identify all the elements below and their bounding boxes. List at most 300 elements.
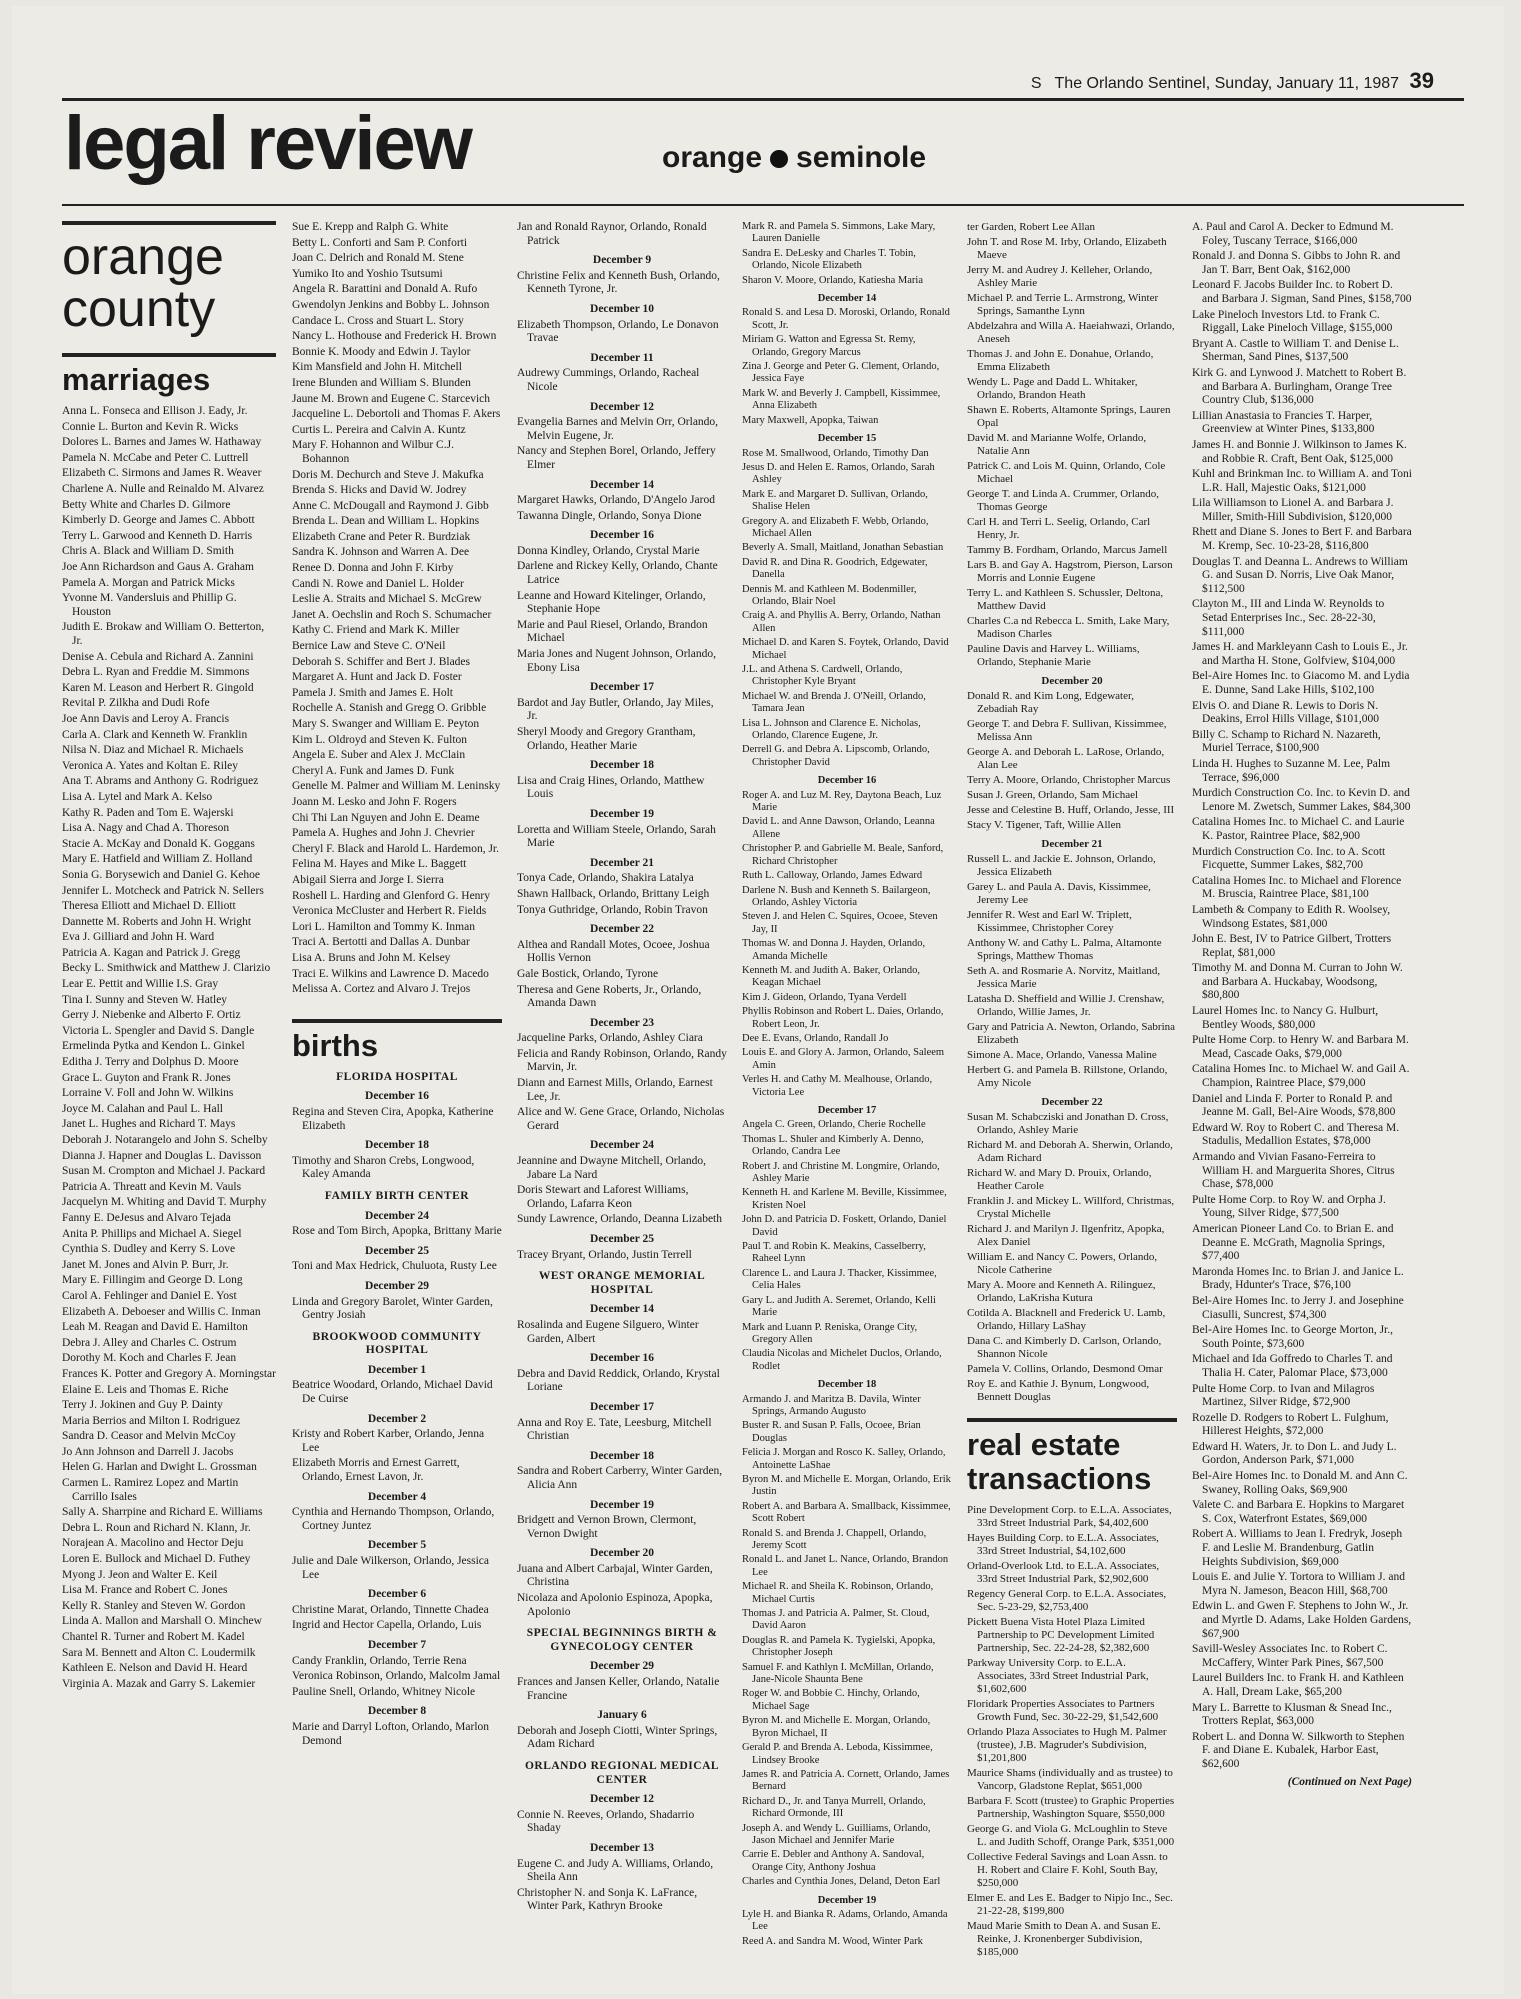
birth-entry: Louis E. and Glory A. Jarmon, Orlando, Saleem Amin (742, 1047, 945, 1071)
list-item: Floridark Properties Associates to Partners Growth Fund, Sec. 30-22-29, $1,542,600 (967, 1698, 1159, 1724)
birth-entry: Claudia Nicolas and Michelet Duclos, Orlando, Rodlet (742, 1348, 942, 1372)
list-item: Virginia A. Mazak and Garry S. Lakemier (62, 1677, 256, 1690)
list-item: Janet L. Hughes and Richard T. Mays (62, 1118, 236, 1131)
birth-entry: Susan M. Schabcziski and Jonathan D. Cross, Orlando, Ashley Marie (967, 1111, 1169, 1136)
birth-entry: Deborah and Joseph Ciotti, Winter Springs, Adam Richard (517, 1724, 718, 1751)
birth-entry: Eugene C. and Judy A. Williams, Orlando, Sheila Ann (517, 1857, 714, 1884)
list-item: Curtis L. Pereira and Calvin A. Kuntz (292, 423, 466, 436)
list-item: Melissa A. Cortez and Alvaro J. Trejos (292, 983, 471, 996)
birth-date: December 18 (590, 1449, 654, 1462)
list-item: Leah M. Reagan and David E. Hamilton (62, 1321, 248, 1334)
list-item: Catalina Homes Inc. to Michael C. and Laurie K. Pastor, Raintree Place, $82,900 (1192, 816, 1405, 842)
list-item: Kathleen E. Nelson and David H. Heard (62, 1662, 248, 1675)
birth-entry: Verles H. and Cathy M. Mealhouse, Orlando, Victoria Lee (742, 1074, 933, 1098)
list-item: Sara M. Bennett and Alton C. Loudermilk (62, 1646, 256, 1659)
list-item: Pamela N. McCabe and Peter C. Luttrell (62, 451, 249, 464)
list-item: Mary S. Swanger and William E. Peyton (292, 718, 480, 730)
list-item: Chi Thi Lan Nguyen and John E. Deame (292, 811, 480, 824)
birth-entry: Patrick C. and Lois M. Quinn, Orlando, Cole Michael (967, 460, 1166, 485)
list-item: Kirk G. and Lynwood J. Matchett to Robert B. and Barbara A. Burlingham, Orange Tree Country Club, $136,000 (1192, 366, 1407, 407)
list-item: Maurice Shams (individually and as trustee) to Vancorp, Gladstone Replat, $651,000 (967, 1767, 1173, 1793)
county-subtitle (662, 141, 926, 175)
birth-date: December 16 (590, 529, 654, 542)
birth-date: December 15 (817, 433, 877, 445)
birth-entry: Gary and Patricia A. Newton, Orlando, Sabrina Elizabeth (967, 1021, 1176, 1046)
birth-entry: Angela C. Green, Orlando, Cherie Rochelle (742, 1119, 926, 1131)
birth-entry: Thomas L. Shuler and Kimberly A. Denno, Orlando, Candra Lee (742, 1133, 924, 1158)
birth-entry: Jan and Ronald Raynor, Orlando, Ronald Patrick (517, 221, 707, 247)
birth-entry: Diann and Earnest Mills, Orlando, Earnest Lee, Jr. (517, 1077, 713, 1103)
column-5 (967, 221, 1177, 1961)
list-item: Maria Berrios and Milton I. Rodriguez (62, 1414, 241, 1427)
list-item: Robert L. and Donna W. Silkworth to Stephen F. and Diane E. Kubalek, Harbor East, $62,600 (1192, 1730, 1405, 1770)
list-item: Nancy L. Hothouse and Frederick H. Brown (292, 330, 497, 343)
birth-entry: Rosalinda and Eugene Silguero, Winter Garden, Albert (517, 1318, 699, 1345)
list-item: Traci E. Wilkins and Lawrence D. Macedo (292, 967, 489, 980)
birth-entry: Franklin J. and Mickey L. Willford, Christmas, Crystal Michelle (967, 1195, 1175, 1220)
list-item: Victoria L. Spengler and David S. Dangle (62, 1024, 255, 1037)
list-item: Carol A. Fehlinger and Daniel E. Yost (62, 1289, 237, 1302)
birth-entry: Mark E. and Margaret D. Sullivan, Orlando, Shalise Helen (742, 488, 928, 513)
real-estate-rule (967, 1418, 1177, 1422)
list-item: Susan M. Crompton and Michael J. Packard (62, 1165, 266, 1178)
section-letter: S (1030, 75, 1042, 92)
birth-entry: Evangelia Barnes and Melvin Orr, Orlando, Melvin Eugene, Jr. (517, 416, 719, 442)
list-item: Maud Marie Smith to Dean A. and Susan E. Reinke, J. Kronenberger Subdivision, $185,000 (967, 1920, 1161, 1959)
birth-date: December 21 (1041, 838, 1103, 850)
list-item: Jacqueline L. Debortoli and Thomas F. Akers (292, 408, 501, 421)
list-item: Fanny E. DeJesus and Alvaro Tejada (62, 1211, 231, 1224)
birth-entry: Roger A. and Luz M. Rey, Daytona Beach, Luz Marie (742, 789, 942, 814)
birth-entry: Tammy B. Fordham, Orlando, Marcus Jamell (967, 544, 1168, 556)
list-item: Cheryl F. Black and Harold L. Hardemon, Jr. (292, 842, 499, 855)
column-4 (742, 221, 952, 1950)
birth-entry: Richard D., Jr. and Tanya Murrell, Orlando, Richard Ormonde, III (742, 1795, 926, 1820)
birth-date: January 6 (597, 1709, 647, 1722)
birth-entry: Rose M. Smallwood, Orlando, Timothy Dan (742, 447, 929, 459)
hospital-heading: FLORIDA HOSPITAL (336, 1070, 458, 1083)
birth-entry: Richard J. and Marilyn J. Ilgenfritz, Apopka, Alex Daniel (967, 1223, 1165, 1248)
birth-entry: Roy E. and Kathie J. Bynum, Longwood, Bennett Douglas (967, 1378, 1150, 1403)
birth-entry: Donald R. and Kim Long, Edgewater, Zebadiah Ray (967, 690, 1134, 715)
birth-entry: Lyle H. and Bianka R. Adams, Orlando, Amanda Lee (742, 1908, 948, 1933)
column-6 (1192, 221, 1412, 1789)
birth-date: December 18 (817, 1379, 877, 1391)
list-item: Tina I. Sunny and Steven W. Hatley (62, 993, 228, 1006)
list-item: Rochelle A. Stanish and Gregg O. Gribble (292, 702, 487, 715)
list-item: Candace L. Cross and Stuart L. Story (292, 314, 464, 327)
marriages-rule (62, 353, 276, 357)
birth-date: December 25 (590, 1233, 654, 1245)
list-item: Lorraine V. Foll and John W. Wilkins (62, 1087, 234, 1100)
list-item: Lambeth & Company to Edith R. Woolsey, Windsong Estates, $81,000 (1192, 903, 1391, 930)
birth-entry: Abdelzahra and Willa A. Haeiahwazi, Orlando, Aneseh (967, 320, 1175, 345)
birth-entry: Roger W. and Bobbie C. Hinchy, Orlando, Michael Sage (742, 1688, 920, 1712)
list-item: Veronica McCluster and Herbert R. Fields (292, 905, 487, 918)
list-item: Roshell L. Harding and Glenford G. Henry (292, 889, 491, 902)
section-banner: legal review (64, 101, 471, 186)
list-item: Sandra D. Ceasor and Melvin McCoy (62, 1430, 236, 1443)
birth-entry: John T. and Rose M. Irby, Orlando, Elizabeth Maeve (967, 236, 1167, 261)
birth-entry: Russell L. and Jackie E. Johnson, Orlando, Jessica Elizabeth (967, 853, 1156, 878)
birth-entry: Derrell G. and Debra A. Lipscomb, Orlando, Christopher David (742, 744, 930, 768)
list-item: Yvonne M. Vandersluis and Phillip G. Houston (62, 592, 237, 618)
list-item: Lear E. Pettit and Willie I.S. Gray (62, 978, 219, 991)
birth-date: December 21 (590, 856, 654, 869)
birth-entry: Ingrid and Hector Capella, Orlando, Luis (292, 1619, 482, 1632)
birth-entry: Terry A. Moore, Orlando, Christopher Marcus (967, 774, 1171, 786)
list-item: Leslie A. Straits and Michael S. McGrew (292, 593, 482, 606)
column-rule (62, 221, 276, 225)
birth-date: December 19 (590, 1498, 654, 1511)
birth-date: December 19 (817, 1894, 877, 1906)
birth-entry: Mark and Luann P. Reniska, Orange City, Gregory Allen (742, 1321, 918, 1345)
list-item: Dorothy M. Koch and Charles F. Jean (62, 1352, 237, 1365)
birth-entry: Richard W. and Mary D. Prouix, Orlando, Heather Carole (967, 1167, 1152, 1192)
birth-date: December 5 (367, 1539, 427, 1552)
list-item: Lake Pineloch Investors Ltd. to Frank C. Riggall, Lake Pineloch Village, $155,000 (1192, 308, 1393, 335)
list-item: Grace L. Guyton and Frank R. Jones (62, 1071, 231, 1084)
birth-entry: Doris Stewart and Laforest Williams, Orlando, Lafarra Keon (517, 1184, 689, 1210)
list-item: Charlene A. Nulle and Reinaldo M. Alvarez (62, 483, 264, 496)
list-item: A. Paul and Carol A. Decker to Edmund M. Foley, Tuscany Terrace, $166,000 (1192, 221, 1394, 247)
list-item: Eva J. Gilliard and John H. Ward (62, 931, 215, 944)
marriages-list-2 (292, 221, 502, 997)
birth-entry: Marie and Darryl Lofton, Orlando, Marlon Demond (292, 1720, 490, 1747)
birth-entry: Michael W. and Brenda J. O'Neill, Orlando, Tamara Jean (742, 690, 926, 715)
birth-entry: Richard M. and Deborah A. Sherwin, Orlando, Adam Richard (967, 1139, 1173, 1164)
list-item: Kim Mansfield and John H. Mitchell (292, 361, 462, 374)
birth-entry: Pauline Snell, Orlando, Whitney Nicole (292, 1685, 476, 1698)
births-list-3 (517, 221, 727, 1914)
list-item: Sonia G. Borysewich and Daniel G. Kehoe (62, 868, 261, 881)
list-item: James H. and Bonnie J. Wilkinson to James K. and Robbie R. Craft, Bent Oak, $125,000 (1192, 438, 1407, 465)
birth-entry: J.L. and Athena S. Cardwell, Orlando, Christopher Kyle Bryant (742, 664, 903, 688)
birth-entry: Theresa and Gene Roberts, Jr., Orlando, Amanda Dawn (517, 983, 702, 1010)
birth-entry: Susan J. Green, Orlando, Sam Michael (967, 789, 1139, 801)
birth-date: December 25 (365, 1244, 429, 1257)
list-item: Lisa M. France and Robert C. Jones (62, 1584, 228, 1597)
real-estate-heading: real estate transactions (967, 1427, 1152, 1497)
birth-entry: Byron M. and Michelle E. Morgan, Orlando, Byron Michael, II (742, 1715, 931, 1739)
birth-entry: Simone A. Mace, Orlando, Vanessa Maline (967, 1049, 1157, 1061)
birth-entry: John D. and Patricia D. Foskett, Orlando, Daniel David (742, 1214, 947, 1238)
birth-entry: Shawn Hallback, Orlando, Brittany Leigh (517, 887, 710, 900)
list-item: Clayton M., III and Linda W. Reynolds to Setad Enterprises Inc., Sec. 28-22-30, $111,000 (1192, 598, 1385, 638)
list-item: Joan C. Delrich and Ronald M. Stene (292, 252, 464, 265)
birth-entry: Craig A. and Phyllis A. Berry, Orlando, Nathan Allen (742, 610, 941, 634)
list-item: Lillian Anastasia to Francies T. Harper, Greenview at Winter Pines, $133,800 (1192, 409, 1375, 436)
list-item: Norajean A. Macolino and Hector Deju (62, 1537, 244, 1550)
birth-date: December 22 (1041, 1096, 1103, 1108)
birth-entry: Ronald S. and Lesa D. Moroski, Orlando, Ronald Scott, Jr. (742, 307, 950, 331)
birth-entry: Cotilda A. Blacknell and Frederick U. Lamb, Orlando, Hillary LaShay (967, 1307, 1166, 1332)
list-item: Pulte Home Corp. to Ivan and Milagros Martinez, Silver Ridge, $72,900 (1192, 1382, 1375, 1409)
birth-entry: Gale Bostick, Orlando, Tyrone (517, 967, 659, 980)
list-item: Kim L. Oldroyd and Steven K. Fulton (292, 733, 468, 746)
subtitle-orange: orange (662, 141, 763, 174)
birth-date: December 24 (365, 1209, 429, 1222)
list-item: Catalina Homes Inc. to Michael and Florence M. Bruscia, Raintree Place, $81,100 (1192, 874, 1402, 901)
list-item: Janet A. Oechslin and Roch S. Schumacher (292, 608, 492, 621)
birth-entry: Christine Marat, Orlando, Tinnette Chadea (292, 1603, 489, 1616)
birth-date: December 17 (590, 681, 654, 694)
birth-entry: Sandra E. DeLesky and Charles T. Tobin, Orlando, Nicole Elizabeth (742, 247, 916, 272)
list-item: Sandra K. Johnson and Warren A. Dee (292, 546, 470, 559)
births-list-2 (292, 1071, 502, 1748)
birth-entry: Dana C. and Kimberly D. Carlson, Orlando, Shannon Nicole (967, 1335, 1162, 1360)
birth-entry: Linda and Gregory Barolet, Winter Garden, Gentry Josiah (292, 1295, 493, 1322)
birth-entry: Garey L. and Paula A. Davis, Kissimmee, Jeremy Lee (967, 881, 1151, 906)
list-item: Joann M. Lesko and John F. Rogers (292, 795, 457, 808)
list-item: Patricia A. Threatt and Kevin M. Vauls (62, 1180, 242, 1193)
list-item: Helen G. Harlan and Dwight L. Grossman (62, 1461, 257, 1474)
list-item: James H. and Markleyann Cash to Louis E., Jr. and Martha H. Stone, Golfview, $104,000 (1192, 641, 1408, 667)
birth-entry: Thomas W. and Donna J. Hayden, Orlando, Amanda Michelle (742, 938, 926, 962)
list-item: Brenda S. Hicks and David W. Jodrey (292, 484, 467, 497)
birth-date: December 23 (590, 1016, 654, 1029)
birth-entry: Gary L. and Judith A. Seremet, Orlando, Kelli Marie (742, 1294, 936, 1319)
list-item: Candi N. Rowe and Daniel L. Holder (292, 577, 464, 590)
list-item: Murdich Construction Co. Inc. to Kevin D. and Lenore M. Zwetsch, Summer Lakes, $84,300 (1192, 787, 1411, 813)
birth-entry: Kim J. Gideon, Orlando, Tyana Verdell (742, 991, 907, 1003)
birth-entry: Jesse and Celestine B. Huff, Orlando, Jesse, III (967, 804, 1175, 816)
birth-entry: Steven J. and Helen C. Squires, Ocoee, Steven Jay, II (742, 911, 938, 935)
birth-entry: Leanne and Howard Kitelinger, Orlando, Stephanie Hope (517, 589, 706, 616)
list-item: Edwin L. and Gwen F. Stephens to John W., Jr. and Myrtle D. Adams, Lake Holden Gardens, $67,900 (1192, 1600, 1412, 1640)
list-item: Brenda L. Dean and William L. Hopkins (292, 515, 480, 528)
list-item: Chantel R. Turner and Robert M. Kadel (62, 1631, 245, 1643)
list-item: Elizabeth C. Sirmons and James R. Weaver (62, 467, 262, 480)
hospital-heading: ORLANDO REGIONAL MEDICAL CENTER (524, 1760, 720, 1786)
list-item: Cynthia S. Dudley and Kerry S. Love (62, 1243, 236, 1256)
list-item: Yumiko Ito and Yoshio Tsutsumi (292, 267, 443, 280)
list-item: Lisa A. Bruns and John M. Kelsey (292, 951, 451, 964)
list-item: Bel-Aire Homes Inc. to Giacomo M. and Lydia E. Dunne, Sand Lake Hills, $102,100 (1192, 670, 1410, 696)
birth-entry: Regina and Steven Cira, Apopka, Katherine Elizabeth (292, 1105, 494, 1132)
list-item: Pickett Buena Vista Hotel Plaza Limited Partnership to PC Development Limited Partnership, Sec. 22-24-28, $2,382,600 (967, 1616, 1155, 1655)
list-item: Elmer E. and Les E. Badger to Nipjo Inc., Sec. 21-22-28, $199,800 (967, 1892, 1173, 1918)
birth-date: December 1 (367, 1363, 427, 1376)
county-heading: orange county (62, 228, 224, 338)
birth-entry: Dee E. Evans, Orlando, Randall Jo (742, 1032, 889, 1044)
birth-entry: Mary Maxwell, Apopka, Taiwan (742, 414, 879, 426)
birth-entry: Michael D. and Karen S. Foytek, Orlando, David Michael (742, 637, 949, 661)
birth-date: December 20 (590, 1547, 654, 1560)
list-item: Pine Development Corp. to E.L.A. Associates, 33rd Street Industrial Park, $4,402,600 (967, 1504, 1172, 1530)
list-item: Debra L. Ryan and Freddie M. Simmons (62, 666, 250, 679)
birth-date: December 18 (590, 759, 654, 772)
birth-entry: Lisa and Craig Hines, Orlando, Matthew Louis (517, 774, 705, 801)
birth-entry: Zina J. George and Peter G. Clement, Orlando, Jessica Faye (742, 361, 940, 385)
birth-date: December 14 (590, 478, 654, 491)
list-item: Stacie A. McKay and Donald K. Goggans (62, 837, 255, 850)
list-item: Anna L. Fonseca and Ellison J. Eady, Jr. (62, 405, 248, 418)
birth-entry: Bardot and Jay Butler, Orlando, Jay Miles, Jr. (517, 696, 714, 723)
births-heading: births (292, 1027, 379, 1063)
birth-date: December 6 (367, 1588, 427, 1601)
birth-entry: Seth A. and Rosmarie A. Norvitz, Maitland, Jessica Marie (967, 965, 1161, 990)
birth-entry: Bridgett and Vernon Brown, Clermont, Vernon Dwight (517, 1514, 697, 1540)
birth-date: December 22 (590, 923, 654, 936)
list-item: Joe Ann Richardson and Gaus A. Graham (62, 561, 254, 574)
list-item: Mary E. Hatfield and William Z. Holland (62, 853, 253, 866)
birth-date: December 17 (590, 1400, 654, 1413)
birth-entry: Tonya Cade, Orlando, Shakira Latalya (517, 872, 694, 885)
birth-entry: Clarence L. and Laura J. Thacker, Kissimmee, Celia Hales (742, 1267, 937, 1292)
list-item: Terry J. Jokinen and Guy P. Dainty (62, 1399, 223, 1412)
birth-entry: Nicolaza and Apolonio Espinoza, Apopka, Apolonio (517, 1592, 713, 1618)
list-item: Debra J. Alley and Charles C. Ostrum (62, 1336, 237, 1349)
birth-date: December 14 (590, 1303, 654, 1316)
list-item: Bryant A. Castle to William T. and Denise L. Sherman, Sand Pines, $137,500 (1192, 337, 1399, 364)
list-item: Robert A. Williams to Jean I. Fredryk, Joseph F. and Leslie M. Brandenburg, Gatlin Heights Subdivision, $69,000 (1192, 1528, 1403, 1568)
list-item: Bel-Aire Homes Inc. to Donald M. and Ann C. Swaney, Rolling Oaks, $69,900 (1192, 1470, 1408, 1496)
list-item: Parkway University Corp. to E.L.A. Associates, 33rd Street Industrial Park, $1,602,600 (967, 1657, 1149, 1696)
birth-entry: Julie and Dale Wilkerson, Orlando, Jessica Lee (292, 1555, 490, 1581)
bullet-icon (770, 150, 788, 168)
birth-entry: Thomas J. and Patricia A. Palmer, St. Cloud, David Aaron (742, 1608, 930, 1632)
list-item: Michael and Ida Goffredo to Charles T. and Thalia H. Cater, Palomar Place, $73,000 (1192, 1353, 1393, 1379)
list-item: Timothy M. and Donna M. Curran to John W. and Barbara A. Huckabay, Woodsong, $80,800 (1192, 962, 1403, 1002)
marriages-heading: marriages (62, 362, 211, 397)
birth-entry: Althea and Randall Motes, Ocoee, Joshua Hollis Vernon (517, 938, 710, 965)
list-item: Orlando Plaza Associates to Hugh M. Palmer (trustee), J.B. Magruder's Subdivision, $1,201,800 (967, 1726, 1167, 1765)
birth-entry: Jesus D. and Helen E. Ramos, Orlando, Sarah Ashley (742, 461, 935, 486)
list-item: Genelle M. Palmer and William M. Leninsky (292, 780, 501, 793)
list-item: John E. Best, IV to Patrice Gilbert, Trotters Replat, $81,000 (1192, 933, 1392, 959)
list-item: Catalina Homes Inc. to Michael W. and Gail A. Champion, Raintree Place, $79,000 (1192, 1063, 1410, 1090)
list-item: Elaine E. Leis and Thomas E. Riche (62, 1383, 229, 1396)
birth-entry: Margaret Hawks, Orlando, D'Angelo Jarod (517, 494, 715, 507)
banner-rule (62, 204, 1464, 206)
birth-entry: ter Garden, Robert Lee Allan (967, 221, 1095, 233)
list-item: Jo Ann Johnson and Darrell J. Jacobs (62, 1445, 234, 1458)
birth-date: December 20 (1041, 675, 1103, 687)
birth-entry: Christine Felix and Kenneth Bush, Orlando, Kenneth Tyrone, Jr. (517, 269, 720, 296)
birth-entry: Michael R. and Sheila K. Robinson, Orlando, Michael Curtis (742, 1581, 934, 1605)
birth-entry: Wendy L. Page and Dadd L. Whitaker, Orlando, Brandon Heath (967, 376, 1138, 401)
birth-entry: Christopher N. and Sonja K. LaFrance, Winter Park, Kathryn Brooke (517, 1886, 698, 1913)
list-item: Dianna J. Hapner and Douglas L. Davisson (62, 1149, 262, 1162)
birth-entry: Buster R. and Susan P. Falls, Ocoee, Brian Douglas (742, 1420, 921, 1444)
birth-date: December 16 (590, 1352, 654, 1365)
list-item: Elizabeth A. Deboeser and Willis C. Inman (62, 1305, 261, 1318)
list-item: Renee D. Donna and John F. Kirby (292, 562, 454, 575)
list-item: Gerry J. Niebenke and Alberto F. Ortiz (62, 1009, 241, 1022)
list-item: Rozelle D. Rodgers to Robert L. Fulghum, Hillerest Heights, $72,000 (1192, 1411, 1389, 1438)
list-item: Lila Williamson to Lionel A. and Barbara J. Miller, Smith-Hill Subdivision, $120,000 (1192, 497, 1394, 523)
list-item: Bernice Law and Steve C. O'Neil (292, 640, 446, 653)
birth-entry: Sharon V. Moore, Orlando, Katiesha Maria (742, 274, 923, 286)
birth-entry: Charles and Cynthia Jones, Deland, Deton Earl (742, 1876, 941, 1888)
birth-date: December 12 (590, 400, 654, 413)
birth-entry: Herbert G. and Pamela B. Rillstone, Orlando, Amy Nicole (967, 1064, 1168, 1089)
list-item: Barbara F. Scott (trustee) to Graphic Properties Partnership, Washington Square, $550,000 (967, 1795, 1175, 1821)
birth-entry: Byron M. and Michelle E. Morgan, Orlando, Erik Justin (742, 1473, 951, 1498)
birth-entry: Ruth L. Calloway, Orlando, James Edward (742, 870, 923, 882)
birth-entry: Carrie E. Debler and Anthony A. Sandoval, Orange City, Anthony Joshua (742, 1849, 925, 1873)
birth-entry: Carl H. and Terri L. Seelig, Orlando, Carl Henry, Jr. (967, 516, 1151, 541)
list-item: Dannette M. Roberts and John H. Wright (62, 915, 252, 928)
birth-entry: Terry L. and Kathleen S. Schussler, Deltona, Matthew David (967, 587, 1164, 612)
birth-entry: Jennifer R. West and Earl W. Triplett, Kissimmee, Christopher Corey (967, 909, 1132, 934)
column-1 (62, 221, 276, 1693)
subtitle-seminole: seminole (796, 141, 927, 174)
list-item: Editha J. Terry and Dolphus D. Moore (62, 1056, 239, 1069)
birth-entry: Maria Jones and Nugent Johnson, Orlando, Ebony Lisa (517, 648, 716, 674)
birth-entry: Rose and Tom Birch, Apopka, Brittany Marie (292, 1225, 502, 1238)
birth-entry: Tawanna Dingle, Orlando, Sonya Dione (517, 509, 702, 522)
list-item: Cheryl A. Funk and James D. Funk (292, 764, 455, 777)
birth-entry: Timothy and Sharon Crebs, Longwood, Kaley Amanda (292, 1154, 475, 1181)
list-item: Elvis O. and Diane R. Lewis to Doris N. Deakins, Errol Hills Village, $101,000 (1192, 699, 1380, 726)
list-item: Theresa Elliott and Michael D. Elliott (62, 900, 236, 913)
list-item: Mary F. Hohannon and Wilbur C.J. Bohannon (292, 439, 454, 465)
list-item: Revital P. Zilkha and Dudi Rofe (62, 697, 210, 710)
birth-entry: Joseph A. and Wendy L. Guilliams, Orlando, Jason Michael and Jennifer Marie (742, 1822, 931, 1846)
birth-entry: Tracey Bryant, Orlando, Justin Terrell (517, 1248, 692, 1261)
birth-entry: Audrewy Cummings, Orlando, Racheal Nicole (517, 367, 700, 393)
list-item: Savill-Wesley Associates Inc. to Robert C. McCaffery, Winter Park Pines, $67,500 (1192, 1643, 1388, 1669)
birth-entry: Charles C.a nd Rebecca L. Smith, Lake Mary, Madison Charles (967, 615, 1170, 640)
birth-entry: Mary A. Moore and Kenneth A. Rilinguez, Orlando, LaKrisha Kutura (967, 1279, 1156, 1304)
list-item: Felina M. Hayes and Mike L. Baggett (292, 858, 467, 871)
column-2 (292, 221, 502, 1750)
births-list-4 (742, 221, 952, 1948)
list-item: Lisa A. Nagy and Chad A. Thoreson (62, 822, 230, 835)
births-list-5 (967, 221, 1177, 1404)
birth-entry: James R. and Patricia A. Cornett, Orlando, James Bernard (742, 1768, 950, 1793)
birth-entry: Juana and Albert Carbajal, Winter Garden, Christina (517, 1562, 713, 1589)
list-item: Valete C. and Barbara E. Hopkins to Margaret S. Cox, Waterfront Estates, $69,000 (1192, 1499, 1405, 1525)
list-item: Karen M. Leason and Herbert R. Gingold (62, 681, 254, 694)
list-item: Doris M. Dechurch and Steve J. Makufka (292, 468, 484, 481)
birth-entry: Felicia J. Morgan and Rosco K. Salley, Orlando, Antoinette LaShae (742, 1447, 946, 1471)
list-item: Linda H. Hughes to Suzanne M. Lee, Palm Terrace, $96,000 (1192, 757, 1391, 784)
list-item: Margaret A. Hunt and Jack D. Foster (292, 671, 462, 684)
birth-entry: Cynthia and Hernando Thompson, Orlando, Cortney Juntez (292, 1506, 495, 1532)
birth-entry: Frances and Jansen Keller, Orlando, Natalie Francine (517, 1676, 720, 1702)
list-item: Angela E. Suber and Alex J. McClain (292, 749, 466, 762)
list-item: Pulte Home Corp. to Roy W. and Orpha J. Young, Silver Ridge, $77,500 (1192, 1193, 1386, 1220)
birth-date: December 14 (817, 293, 877, 305)
birth-entry: Beverly A. Small, Maitland, Jonathan Sebastian (742, 542, 944, 554)
marriages-list-1 (62, 405, 276, 1691)
birth-entry: Ronald S. and Brenda J. Chappell, Orlando, Jeremy Scott (742, 1527, 927, 1551)
list-item: Ronald J. and Donna S. Gibbs to John R. and Jan T. Barr, Bent Oak, $162,000 (1192, 250, 1401, 276)
birth-date: December 9 (592, 254, 652, 267)
list-item: Ermelinda Pytka and Kendon L. Ginkel (62, 1040, 245, 1053)
birth-entry: Pauline Davis and Harvey L. Williams, Orlando, Stephanie Marie (967, 643, 1140, 668)
birth-entry: George T. and Linda A. Crummer, Orlando, Thomas George (967, 488, 1160, 513)
birth-entry: Connie N. Reeves, Orlando, Shadarrio Shaday (517, 1808, 695, 1835)
list-item: Terry L. Garwood and Kenneth D. Harris (62, 529, 253, 542)
birth-entry: Kristy and Robert Karber, Orlando, Jenna Lee (292, 1428, 485, 1454)
birth-entry: Thomas J. and John E. Donahue, Orlando, Emma Elizabeth (967, 348, 1154, 373)
list-item: Jacquelyn M. Whiting and David T. Murphy (62, 1196, 267, 1209)
list-item: Douglas T. and Deanna L. Andrews to William G. and Susan D. Norris, Live Oak Manor, $112,500 (1192, 555, 1408, 595)
birth-entry: Dennis M. and Kathleen M. Bodenmiller, Orlando, Blair Noel (742, 583, 917, 607)
list-item: Pamela A. Hughes and John J. Chevrier (292, 827, 475, 840)
list-item: Laurel Builders Inc. to Frank H. and Kathleen A. Hall, Dream Lake, $65,200 (1192, 1672, 1404, 1698)
birth-date: December 24 (590, 1139, 654, 1152)
list-item: Patricia A. Kagan and Patrick J. Gregg (62, 946, 241, 959)
list-item: Dolores L. Barnes and James W. Hathaway (62, 436, 262, 449)
column-3 (517, 221, 727, 1916)
birth-entry: Samuel F. and Kathlyn I. McMillan, Orlando, Jane-Nicole Shaunta Bene (742, 1661, 934, 1686)
birth-entry: Paul T. and Robin K. Meakins, Casselberry, Raheel Lynn (742, 1241, 926, 1265)
